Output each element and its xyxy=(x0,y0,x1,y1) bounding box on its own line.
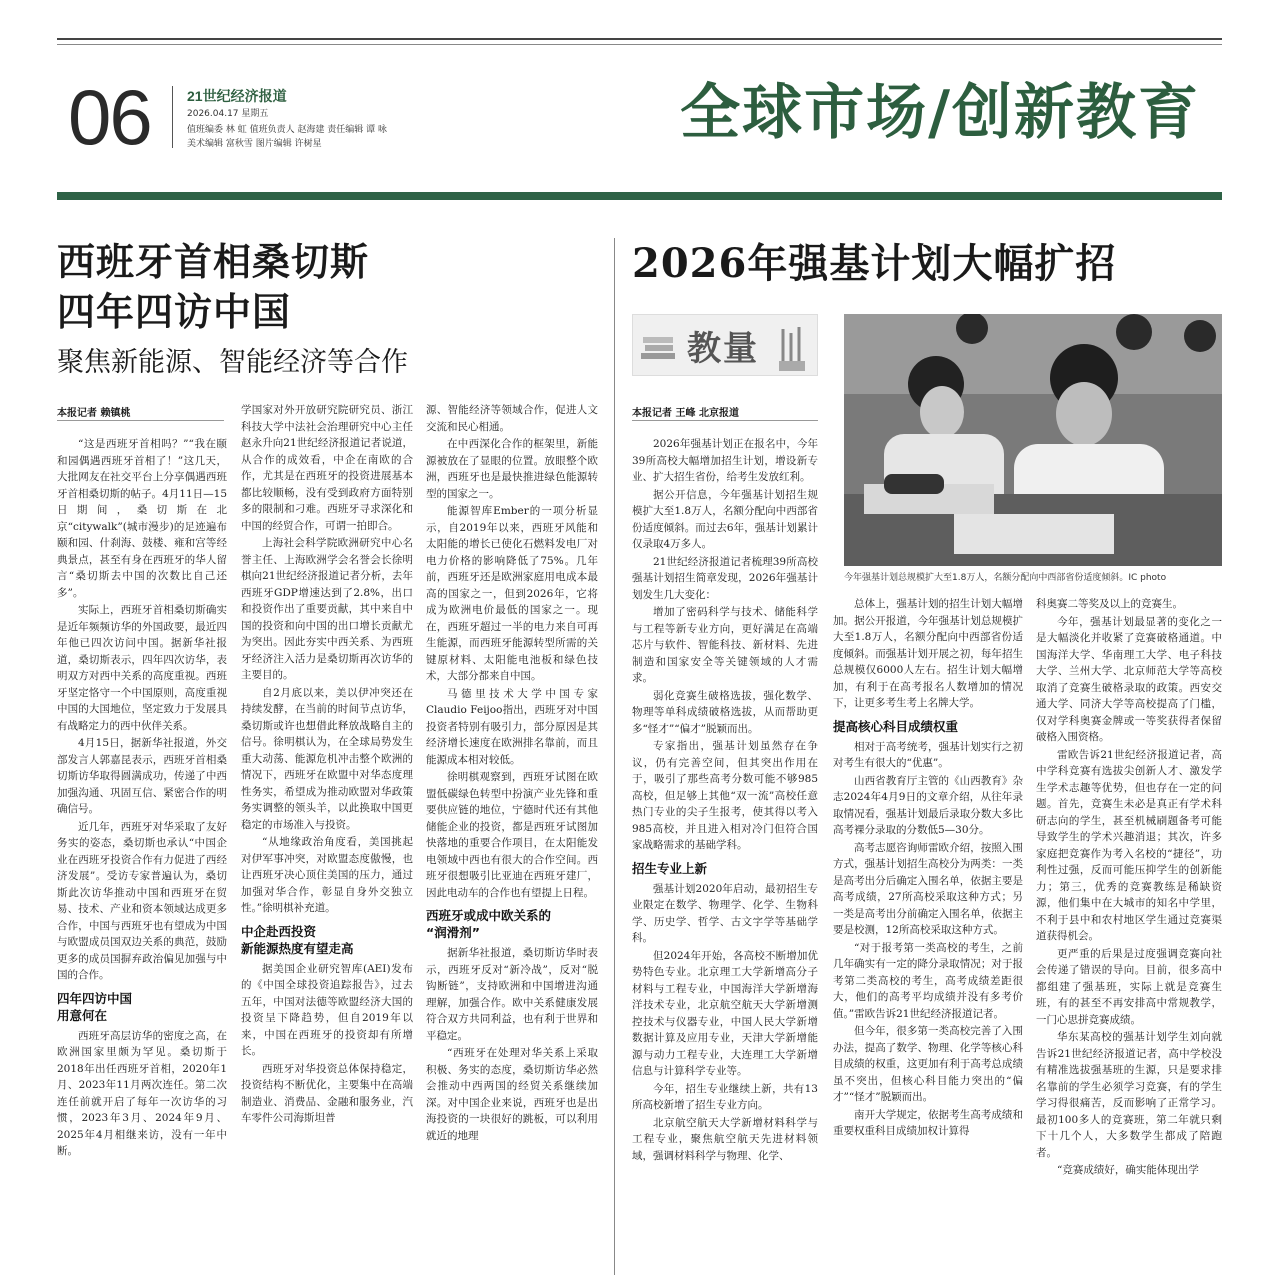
article-column-4 xyxy=(632,436,818,1272)
headline-line-2: 四年四访中国 xyxy=(57,289,292,334)
issue-date: 2026.04.17 星期五 xyxy=(187,109,269,119)
paragraph: 总体上，强基计划的招生计划大幅增加。据公开报道，今年强基计划总规模扩大至1.8万人，名额分配向中西部省份适度倾斜。而强基计划开展之初，每年招生总规模仅6000人左右。招生计划大幅增加，有利于在高考报名人数增加的情况下，让更多考生考上名牌大学。 xyxy=(833,598,1023,709)
paragraph: 在中西深化合作的框架里，新能源被放在了显眼的位置。放眼整个欧洲，西班牙也是最快推进绿色能源转型的国家之一。 xyxy=(426,438,598,500)
paragraph: 据公开信息，今年强基计划招生规模扩大至1.8万人，名额分配向中西部省份适度倾斜。而过去6年，强基计划累计仅录取4万多人。 xyxy=(632,488,818,550)
paragraph: 高考志愿咨询师雷欧介绍，按照入围方式，强基计划招生高校分为两类：一类是高考出分后确定入围名单，依据主要是高考成绩，27所高校采取这种方式；另一类是高考出分前确定入围名单，依据主要是校测，12所高校采取这种方式。 xyxy=(833,841,1023,936)
headline-right: 2026年强基计划大幅扩招 xyxy=(632,240,1117,287)
paragraph: 科奥赛二等奖及以上的竞赛生。 xyxy=(1036,598,1183,610)
paragraph: 西班牙对华投资总体保持稳定，投资结构不断优化，主要集中在高端制造业、消费品、金融和服务业，汽车零件公司海斯坦普 xyxy=(241,1062,413,1124)
byline-rule xyxy=(57,420,224,421)
paragraph: 北京航空航天大学新增材料科学与工程专业，聚焦航空航天先进材料领域，强调材料科学与物理、化学、 xyxy=(632,1116,818,1162)
column-logo xyxy=(632,314,818,376)
paragraph: 能源智库Ember的一项分析显示，自2019年以来，西班牙风能和太阳能的增长已使化石燃料发电厂对电力价格的影响降低了75%。几年前，西班牙还是欧洲家庭用电成本最高的国家之一，但到2026年，它将成为欧洲电价最低的国家之一。现在，西班牙超过一半的电力来自可再生能源，而西班牙能源转型所需的关键原材料、太阳能电池板和绿色技术，大部分都来自中国。 xyxy=(426,505,598,682)
section-subhead: 西班牙或成中欧关系的 “润滑剂” xyxy=(426,908,552,940)
article-column-3 xyxy=(426,402,598,1272)
editor-credits-2: 美术编辑 富秋雪 图片编辑 许树星 xyxy=(187,139,322,149)
page-number: 06 xyxy=(68,73,151,161)
column-divider xyxy=(614,238,615,1275)
paragraph: 据新华社报道，桑切斯访华时表示，西班牙反对“新冷战”，反对“脱钩断链”，支持欧洲和中国增进沟通理解，加强合作。欧中关系健康发展符合双方共同利益，也有利于世界和平稳定。 xyxy=(426,947,598,1042)
article-column-2 xyxy=(241,402,413,1272)
byline-rule xyxy=(632,420,818,421)
byline: 本报记者 赖镇桃 xyxy=(57,408,131,419)
article-column-5 xyxy=(833,596,1023,1272)
paragraph: 西班牙高层访华的密度之高，在欧洲国家里颇为罕见。桑切斯于2018年出任西班牙首相，2020年1月、2023年11月两次连任。第二次连任前就开启了每年一次访华的习惯，2023年3月、2024年9月、2025年4月相继来访，没有一年中断。 xyxy=(57,1029,227,1157)
headline-line-1: 西班牙首相桑切斯 xyxy=(57,239,370,284)
paragraph: 自2月底以来，美以伊冲突还在持续发酵，在当前的时间节点访华，桑切斯或许也想借此释放战略自主的信号。徐明棋认为，在全球局势发生重大动荡、能源危机冲击整个欧洲的情况下，西班牙在欧盟中对华态度理性务实，希望成为推动欧盟对华政策务实调整的领头羊，以此换取中国更稳定的市场准入与投资。 xyxy=(241,686,413,831)
paragraph: 今年，强基计划最显著的变化之一是大幅淡化并收紧了竞赛破格通道。中国海洋大学、华南理工大学、电子科技大学、兰州大学、北京师范大学等高校取消了竞赛生破格录取的政策。西安交通大学、同济大学等高校提高了门槛，仅对学科奥赛金牌或一等奖获得者保留破格入围资格。 xyxy=(1036,615,1222,743)
paragraph: 但2024年开始，各高校不断增加优势特色专业。北京理工大学新增高分子材料与工程专业，中国海洋大学新增海洋技术专业，北京航空航天大学新增测控技术与仪器专业，中国人民大学新增数据计算及应用专业，天津大学新增能源与动力工程专业，大连理工大学新增信息与计算科学专业等。 xyxy=(632,949,818,1077)
paragraph: “从地缘政治角度看，美国挑起对伊军事冲突，对欧盟态度傲慢，也让西班牙决心顶住美国的压力，通过加强对华合作，彰显自身外交独立性。”徐明棋补充道。 xyxy=(241,836,413,914)
paper-name: 21世纪经济报道 xyxy=(187,88,287,104)
paragraph: 4月15日，据新华社报道，外交部发言人郭嘉昆表示，西班牙首相桑切斯访华取得圆满成功，传递了中西加强沟通、巩固互信、紧密合作的明确信号。 xyxy=(57,737,227,815)
paragraph: “对于报考第一类高校的考生，之前几年确实有一定的降分录取情况；对于报考第二类高校的考生，高考成绩差距很大，他们的高考平均成绩并没有多考价值。”雷欧告诉21世纪经济报道记者。 xyxy=(833,941,1023,1020)
top-rule xyxy=(57,38,1222,40)
section-subhead: 中企赴西投资 新能源热度有望走高 xyxy=(241,923,354,956)
paragraph: “西班牙在处理对华关系上采取积极、务实的态度，桑切斯访华必然会推动中西两国的经贸关系继续加深。对中国企业来说，西班牙也是出海投资的一块很好的跳板，可以利用就近的地理 xyxy=(426,1047,598,1142)
paragraph: 上海社会科学院欧洲研究中心名誉主任、上海欧洲学会名誉会长徐明棋向21世纪经济报道记者分析，去年西班牙GDP增速达到了2.8%，出口和投资作出了重要贡献，其中来自中国的投资和向中国的出口增长贡献尤为突出。因此夯实中西关系、为西班牙经济注入活力是桑切斯再次访华的主要目的。 xyxy=(241,537,413,681)
article-column-1 xyxy=(57,436,227,1272)
section-subhead: 四年四访中国 用意何在 xyxy=(57,990,133,1023)
paragraph: 2026年强基计划正在报名中，今年39所高校大幅增加招生计划，增设新专业、扩大招生省份，给考生发放红利。 xyxy=(632,438,818,483)
paragraph: 据美国企业研究智库(AEI)发布的《中国全球投资追踪报告》，过去五年，中国对法德等欧盟经济大国的投资呈下降趋势，但自2019年以来，中国在西班牙的投资却有所增长。 xyxy=(241,962,413,1057)
paragraph: 增加了密码科学与技术、储能科学与工程等新专业方向，更好满足在高端芯片与软件、智能科技、新材料、先进制造和国家安全等关键领域的人才需求。 xyxy=(632,606,818,684)
section-subhead: 提高核心科目成绩权重 xyxy=(833,718,959,734)
paragraph: 南开大学规定，依据考生高考成绩和重要权重科目成绩加权计算得 xyxy=(833,1108,1023,1137)
students-photo xyxy=(844,314,1222,566)
paragraph: 但今年，很多第一类高校完善了入围办法，提高了数学、物理、化学等核心科目成绩的权重，这更加有利于高考总成绩虽不突出，但核心科目能力突出的“偏才”“怪才”脱颖而出。 xyxy=(833,1025,1023,1103)
paragraph: 马德里技术大学中国专家Claudio Feijoo指出，西班牙对中国投资者特别有吸引力，部分原因是其经济增长速度在欧洲排名靠前，而且能源成本相对较低。 xyxy=(426,687,598,766)
paragraph: 今年，招生专业继续上新，共有13所高校新增了招生专业方向。 xyxy=(632,1082,818,1111)
section-subhead: 招生专业上新 xyxy=(632,860,708,876)
paragraph: 专家指出，强基计划虽然存在争议，仍有完善空间，但其突出作用在于，吸引了那些高考分数可能不够985高校，但足够上其他“双一流”高校任意热门专业的尖子生报考，使其得以考入985高校，并且进入相对冷门但符合国家战略需求的基础学科。 xyxy=(632,740,818,851)
paragraph: 相对于高考统考，强基计划实行之初对考生有很大的“优惠”。 xyxy=(833,740,1023,769)
paragraph: 山西省教育厅主管的《山西教育》杂志2024年4月9日的文章介绍，从往年录取情况看，强基计划最后录取分数大多比高考裸分录取的分数低5—30分。 xyxy=(833,774,1023,836)
section-title: 全球市场/创新教育 xyxy=(680,78,1200,148)
paragraph: 更严重的后果是过度强调竞赛向社会传递了错误的导向。目前，很多高中都组建了强基班，实际上就是竞赛生班，有的甚至不再安排高中常规教学，一门心思拼竞赛成绩。 xyxy=(1036,947,1222,1026)
top-rule-thin xyxy=(57,44,1222,45)
paragraph: “这是西班牙首相吗？”“我在颐和园偶遇西班牙首相了！”这几天，大批网友在社交平台上分享偶遇西班牙首相桑切斯的帖子。4月11日—15日期间，桑切斯在北京“citywalk”(城市漫步)的足迹遍布颐和园、什刹海、鼓楼、雍和宫等经典景点，甚至有身在西班牙的华人留言“桑切斯去中国的次数比自己还多”。 xyxy=(57,438,227,599)
byline-right: 本报记者 王峰 北京报道 xyxy=(632,408,739,419)
paragraph: 近几年，西班牙对华采取了友好务实的姿态，桑切斯也承认“中国企业在西班牙投资合作有力促进了西经济发展”。受访专家普遍认为，桑切斯此次访华推动中国和西班牙在贸易、技术、产业和资本领域达成更多合作，中国与西班牙也有望成为中国与欧盟成员国双边关系的典范，鼓励更多的成员国摒弃政治偏见加强与中国的合作。 xyxy=(57,820,227,981)
paragraph: 强基计划2020年启动，最初招生专业限定在数学、物理学、化学、生物科学、历史学、哲学、古文字学等基础学科。 xyxy=(632,882,818,944)
paragraph: 华东某高校的强基计划学生刘向就告诉21世纪经济报道记者，高中学校没有精准选拔强基班的生源，只是要求排名靠前的学生必须学习竞赛，有的学生学习得很痛苦，反而影响了正常学习。最初100多人的竞赛班，第二年就只剩下十几个人，大多数学生都成了陪跑者。 xyxy=(1036,1031,1222,1159)
paragraph: 雷欧告诉21世纪经济报道记者，高中学科竞赛有选拔尖创新人才、激发学生学术志趣等优势，但也存在一定的问题。首先，竞赛生未必是真正有学术科研志向的学生，甚至机械刷题备考可能导致学生的学术兴趣消退；其次，许多家庭把竞赛作为考入名校的“捷径”，功利性过强，反而可能压抑学生的创新能力；第三，优秀的竞赛教练是稀缺资源，他们集中在大城市的知名中学里，不利于县中和农村地区学生通过竞赛渠道获得机会。 xyxy=(1036,748,1222,942)
paragraph: 源、智能经济等领域合作，促进人文交流和民心相通。 xyxy=(426,404,598,433)
masthead-divider xyxy=(172,86,173,148)
section-bar xyxy=(57,192,1222,200)
article-column-6 xyxy=(1036,596,1222,1272)
paragraph: 21世纪经济报道记者梳理39所高校强基计划招生简章发现，2026年强基计划发生几大变化： xyxy=(632,555,818,601)
paragraph: 学国家对外开放研究院研究员、浙江科技大学中法社会治理研究中心主任赵永升向21世纪经济报道记者说道，从合作的成效看，中企在南欧的合作，尤其是在西班牙的投资进展基本都比较顺畅，没有受到政府方面特别多的限制和刁难。西班牙寻求深化和中国的经贸合作，可谓一拍即合。 xyxy=(241,404,413,532)
paragraph: “竞赛成绩好，确实能体现出学 xyxy=(1057,1164,1199,1176)
paragraph: 弱化竞赛生破格选拔，强化数学、物理等单科成绩破格选拔，从而帮助更多“怪才”“偏才”脱颖而出。 xyxy=(632,689,818,735)
editor-credits: 值班编委 林 虹 值班负责人 赵海建 责任编辑 谭 咏 xyxy=(187,125,388,135)
photo-caption: 今年强基计划总规模扩大至1.8万人，名额分配向中西部省份适度倾斜。IC photo xyxy=(844,573,1167,583)
classroom-image xyxy=(844,314,1222,566)
logo-text: 教量 xyxy=(687,329,759,369)
paragraph: 徐明棋观察到，西班牙试图在欧盟低碳绿色转型中扮演产业先锋和重要供应链的地位，宁德时代还有其他储能企业的投资，都是西班牙试图加快落地的重要合作项目，在太阳能发电领域中西也有很大的合作空间。西班牙很想吸引比亚迪在西班牙建厂，因此电动车的合作也有望提上日程。 xyxy=(426,771,598,899)
subheadline: 聚焦新能源、智能经济等合作 xyxy=(57,347,408,378)
paragraph: 实际上，西班牙首相桑切斯确实是近年频频访华的外国政要，最近四年他已四次访问中国。据新华社报道，桑切斯表示，四年四次访华，表明双方对西中关系的高度重视。西班牙坚定恪守一个中国原则，高度重视中国的大国地位，坚定致力于发展具有战略定力的西中伙伴关系。 xyxy=(57,604,227,732)
